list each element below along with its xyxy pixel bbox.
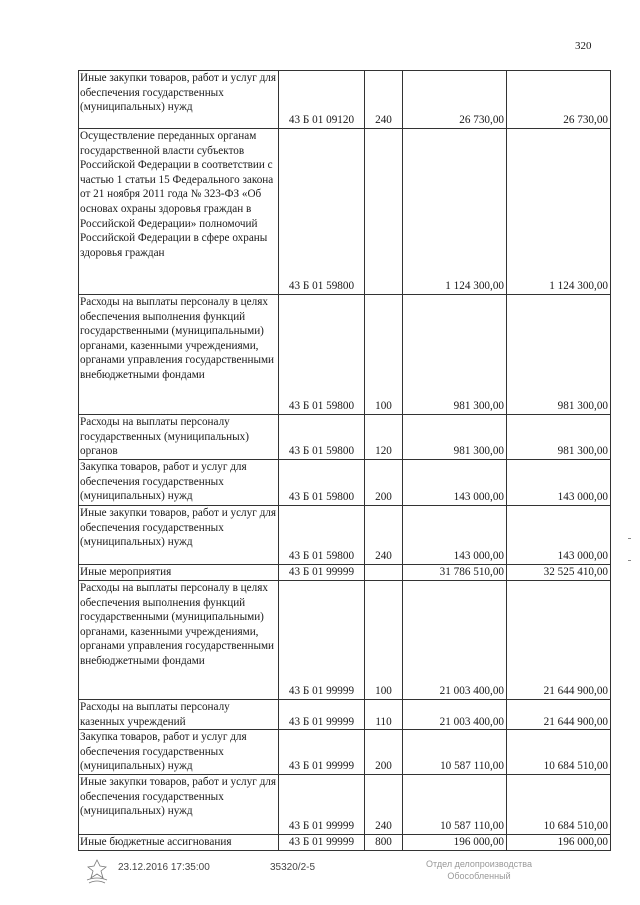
row-sum-1: 143 000,00 — [403, 506, 507, 565]
scan-edge-mark — [628, 538, 631, 539]
row-expense-type: 800 — [365, 834, 403, 850]
row-sum-1: 1 124 300,00 — [403, 129, 507, 295]
stamp-line: Отдел делопроизводства — [426, 859, 532, 869]
footer-document-number: 35320/2-5 — [270, 862, 316, 873]
row-expense-type: 120 — [365, 415, 403, 460]
row-name: Закупка товаров, работ и услуг для обеспечения государственных (муниципальных) нужд — [79, 730, 279, 775]
table-row — [79, 774, 611, 834]
row-expense-type: 100 — [365, 295, 403, 415]
row-sum-2: 32 525 410,00 — [507, 565, 611, 581]
row-expense-type: 240 — [365, 506, 403, 565]
emblem-icon — [82, 858, 112, 884]
row-code: 43 Б 01 59800 — [279, 460, 365, 506]
row-sum-1: 31 786 510,00 — [403, 565, 507, 581]
row-sum-2: 21 644 900,00 — [507, 700, 611, 730]
row-name: Осуществление переданных органам государственной власти субъектов Российской Федерации в соответствии с частью 1 статьи 15 Федерального закона от 21 ноября 2011 года № 323-ФЗ «Об основах охраны здоровья граждан в Российской Федерации» полномочий Российской Федерации в сфере охраны здоровья граждан — [79, 129, 279, 295]
row-name: Иные бюджетные ассигнования — [79, 834, 279, 850]
row-code: 43 Б 01 99999 — [279, 565, 365, 581]
row-sum-2: 143 000,00 — [507, 506, 611, 565]
row-code: 43 Б 01 59800 — [279, 129, 365, 295]
table-row — [79, 129, 611, 295]
row-code: 43 Б 01 99999 — [279, 774, 365, 834]
row-sum-2: 981 300,00 — [507, 295, 611, 415]
row-expense-type: 200 — [365, 730, 403, 775]
scan-edge-mark — [628, 560, 631, 561]
row-code: 43 Б 01 59800 — [279, 506, 365, 565]
row-sum-2: 196 000,00 — [507, 834, 611, 850]
row-code: 43 Б 01 99999 — [279, 700, 365, 730]
row-sum-2: 10 684 510,00 — [507, 730, 611, 775]
row-expense-type: 240 — [365, 774, 403, 834]
row-expense-type: 100 — [365, 581, 403, 700]
row-sum-1: 10 587 110,00 — [403, 730, 507, 775]
page-footer — [0, 858, 640, 898]
office-stamp — [394, 858, 564, 882]
row-code: 43 Б 01 59800 — [279, 415, 365, 460]
row-sum-1: 10 587 110,00 — [403, 774, 507, 834]
row-expense-type: 240 — [365, 71, 403, 129]
page-number: 320 — [575, 40, 592, 52]
row-sum-2: 26 730,00 — [507, 71, 611, 129]
row-name: Расходы на выплаты персоналу в целях обеспечения выполнения функций государственными (муниципальными) органами, казенными учреждениями, органами управления государственными внебюджетными фондами — [79, 295, 279, 415]
table-row — [79, 415, 611, 460]
row-sum-2: 143 000,00 — [507, 460, 611, 506]
row-code: 43 Б 01 59800 — [279, 295, 365, 415]
stamp-line: Обособленный — [447, 871, 511, 881]
table-row — [79, 565, 611, 581]
table-row — [79, 460, 611, 506]
table-row — [79, 581, 611, 700]
table-row — [79, 71, 611, 129]
row-name: Расходы на выплаты персоналу государственных (муниципальных) органов — [79, 415, 279, 460]
row-code: 43 Б 01 99999 — [279, 730, 365, 775]
row-name: Закупка товаров, работ и услуг для обеспечения государственных (муниципальных) нужд — [79, 460, 279, 506]
row-expense-type: 200 — [365, 460, 403, 506]
row-sum-2: 10 684 510,00 — [507, 774, 611, 834]
table-row — [79, 834, 611, 850]
row-name: Иные закупки товаров, работ и услуг для обеспечения государственных (муниципальных) нужд — [79, 774, 279, 834]
row-sum-2: 981 300,00 — [507, 415, 611, 460]
table-row — [79, 506, 611, 565]
row-sum-1: 981 300,00 — [403, 295, 507, 415]
row-expense-type — [365, 129, 403, 295]
budget-table — [78, 70, 611, 851]
row-name: Расходы на выплаты персоналу в целях обеспечения выполнения функций государственными (муниципальными) органами, казенными учреждениями, органами управления государственными внебюджетными фондами — [79, 581, 279, 700]
row-code: 43 Б 01 99999 — [279, 581, 365, 700]
row-expense-type: 110 — [365, 700, 403, 730]
row-name: Иные мероприятия — [79, 565, 279, 581]
row-expense-type — [365, 565, 403, 581]
table-row — [79, 700, 611, 730]
row-name: Иные закупки товаров, работ и услуг для обеспечения государственных (муниципальных) нужд — [79, 71, 279, 129]
row-sum-1: 143 000,00 — [403, 460, 507, 506]
table-row — [79, 295, 611, 415]
row-code: 43 Б 01 09120 — [279, 71, 365, 129]
row-sum-1: 21 003 400,00 — [403, 581, 507, 700]
row-sum-1: 21 003 400,00 — [403, 700, 507, 730]
row-sum-2: 21 644 900,00 — [507, 581, 611, 700]
row-name: Расходы на выплаты персоналу казенных учреждений — [79, 700, 279, 730]
row-sum-2: 1 124 300,00 — [507, 129, 611, 295]
table-row — [79, 730, 611, 775]
row-sum-1: 26 730,00 — [403, 71, 507, 129]
row-sum-1: 981 300,00 — [403, 415, 507, 460]
row-code: 43 Б 01 99999 — [279, 834, 365, 850]
row-name: Иные закупки товаров, работ и услуг для обеспечения государственных (муниципальных) нужд — [79, 506, 279, 565]
row-sum-1: 196 000,00 — [403, 834, 507, 850]
footer-date: 23.12.2016 17:35:00 — [118, 862, 210, 873]
